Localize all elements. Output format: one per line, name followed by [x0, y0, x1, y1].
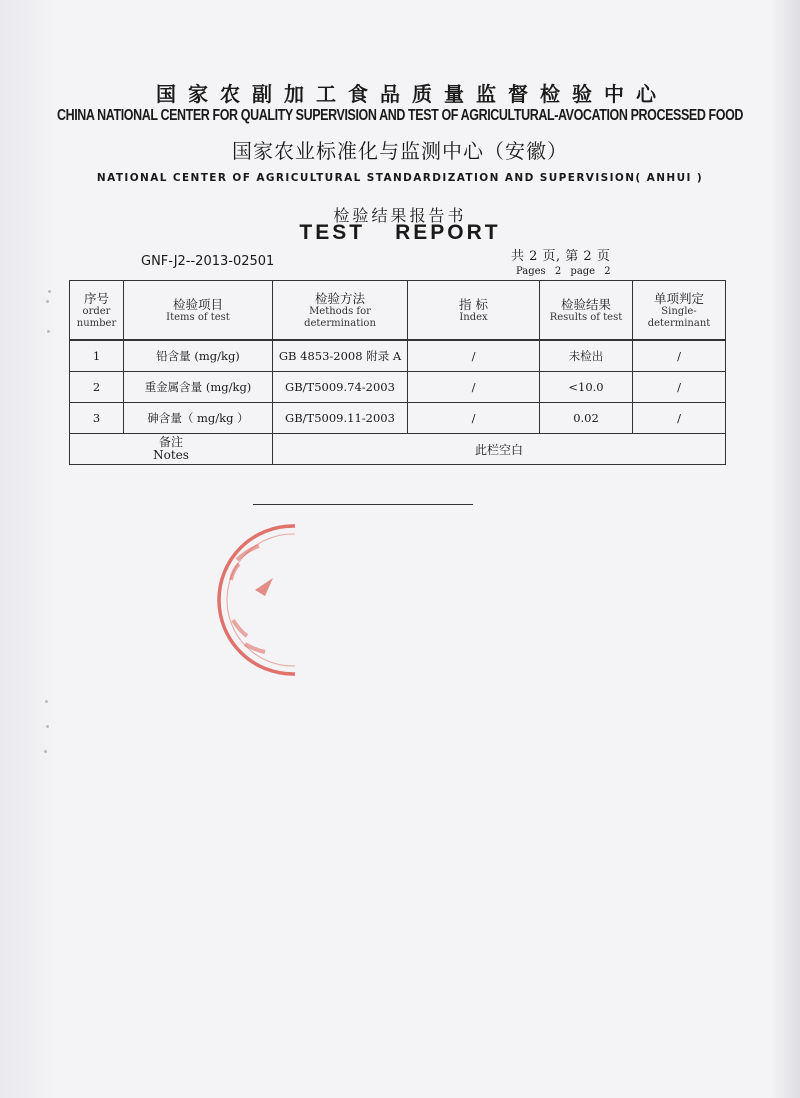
- report-number: GNF-J2--2013-02501: [141, 254, 275, 269]
- header-en: Items of test: [166, 311, 230, 323]
- header-cn: 检验方法: [314, 290, 365, 306]
- org-title-en: CHINA NATIONAL CENTER FOR QUALITY SUPERVISION AND TEST OF AGRICULTURAL-AVOCATION PROCESSED FOOD: [56, 106, 744, 124]
- binding-hole: [48, 290, 51, 293]
- cell-method: GB/T5009.74-2003: [273, 372, 408, 403]
- header-cell: [70, 281, 124, 341]
- cell-result: 0.02: [540, 403, 633, 434]
- cell-order: 1: [70, 340, 124, 372]
- header-en: order number: [76, 305, 117, 329]
- signature-line: [253, 504, 473, 505]
- official-seal: [185, 520, 295, 680]
- binding-hole: [45, 700, 48, 703]
- header-en: Methods for determination: [304, 305, 376, 329]
- cell-result: <10.0: [540, 372, 633, 403]
- table-row: [70, 340, 726, 372]
- seal-star-icon: [255, 578, 273, 596]
- header-cell: [633, 281, 726, 341]
- sub-org-title-cn: 国家农业标准化与监测中心（安徽）: [232, 139, 568, 163]
- cell-index: /: [408, 372, 540, 403]
- cell-judgement: /: [633, 340, 726, 372]
- document-title-en: [0, 221, 800, 245]
- header-cn: 检验结果: [560, 296, 611, 312]
- header-cn: 检验项目: [172, 296, 223, 312]
- cell-judgement: /: [633, 403, 726, 434]
- page-edge-shadow-right: [770, 0, 800, 1098]
- header-cell: [273, 281, 408, 341]
- header-cn: 序号: [83, 290, 109, 306]
- seal-text-strokes: [231, 546, 265, 652]
- table-header-row: [70, 281, 726, 341]
- cell-method: GB 4853-2008 附录 A: [273, 340, 408, 372]
- document-title-en-part1: TEST: [299, 221, 366, 244]
- document-title-cn: 检验结果报告书: [333, 206, 467, 225]
- binding-hole: [46, 300, 49, 303]
- header-en: Single-determinant: [647, 305, 711, 329]
- cell-item: 重金属含量 (mg/kg): [124, 372, 273, 403]
- notes-value: 此栏空白: [273, 434, 726, 465]
- results-table: [69, 280, 726, 465]
- page-edge-shadow-left: [0, 0, 60, 1098]
- cell-item: 铅含量 (mg/kg): [124, 340, 273, 372]
- sub-org-title-en: NATIONAL CENTER OF AGRICULTURAL STANDARDIZATION AND SUPERVISION( ANHUI ): [96, 172, 704, 184]
- header-cell: [540, 281, 633, 341]
- binding-hole: [47, 330, 50, 333]
- notes-row: [70, 434, 726, 465]
- header-cn: 单项判定: [653, 290, 704, 306]
- header-en: Results of test: [549, 311, 623, 323]
- seal-graphic: [185, 520, 295, 680]
- cell-result: 未检出: [540, 340, 633, 372]
- table-row: [70, 403, 726, 434]
- org-title-cn: 国家农副加工食品质量监督检验中心: [156, 82, 668, 106]
- header-cn: 指 标: [459, 296, 488, 312]
- notes-label-cell: [70, 434, 273, 465]
- cell-order: 2: [70, 372, 124, 403]
- notes-label-en: Notes: [153, 448, 189, 462]
- cell-method: GB/T5009.11-2003: [273, 403, 408, 434]
- table-row: [70, 372, 726, 403]
- document-title-en-part2: REPORT: [395, 221, 501, 244]
- header-cell: [124, 281, 273, 341]
- binding-hole: [44, 750, 47, 753]
- binding-hole: [46, 725, 49, 728]
- header-cell: [408, 281, 540, 341]
- cell-index: /: [408, 340, 540, 372]
- cell-judgement: /: [633, 372, 726, 403]
- page-count-cn: 共 2 页, 第 2 页: [511, 249, 611, 264]
- cell-order: 3: [70, 403, 124, 434]
- notes-label-cn: 备注: [158, 435, 183, 449]
- header-en: Index: [459, 311, 488, 323]
- cell-index: /: [408, 403, 540, 434]
- page-count-en: Pages 2 page 2: [516, 266, 611, 277]
- cell-item: 砷含量（ mg/kg ）: [124, 403, 273, 434]
